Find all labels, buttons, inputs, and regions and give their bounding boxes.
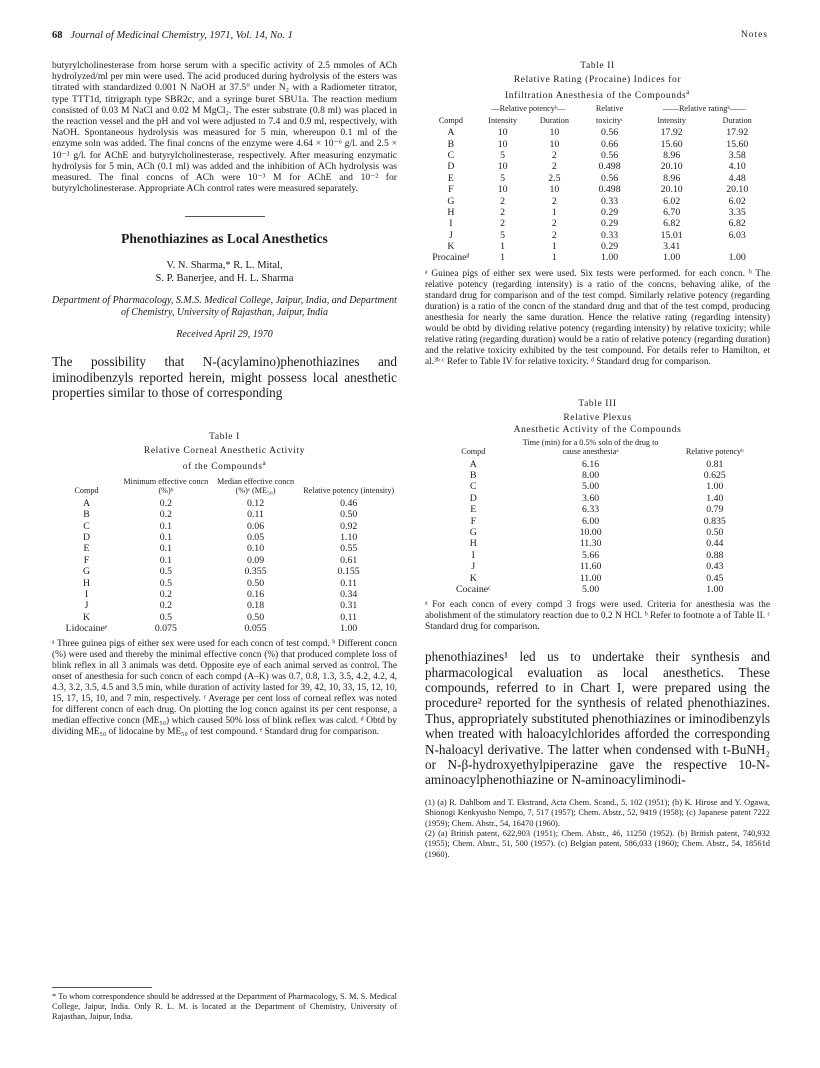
table-cell: 0.45 <box>706 572 724 584</box>
reference-1: (1) (a) R. Dahlbom and T. Ekstrand, Acta Chem. Scand., 5, 102 (1951); (b) K. Hirose and Y. Ogawa, Shionogi Kenkyusho Nempo, 7, 517 (1957); Chem. Abstr., 52, 9419 (1958); (c) Japanese patent 7222 (1959); Chem. Abstr., 54, 16470 (1960). <box>425 797 770 828</box>
table-cell: 0.44 <box>706 538 724 550</box>
table-2-title-line-2: Infiltration Anesthesia of the Compounds <box>505 91 687 102</box>
table-cell: 2 <box>551 218 557 230</box>
table-cell: 0.12 <box>246 497 265 509</box>
table-row <box>425 252 770 265</box>
table-cell: 1.00 <box>728 252 746 264</box>
table-cell: 6.33 <box>582 504 600 516</box>
table-cell: 1.00 <box>600 252 619 264</box>
table-row <box>425 458 770 469</box>
table-3-footnote: ᵃ For each concn of every compd 3 frogs were used. Criteria for anesthesia was the abolishment of the stimulatory reaction due to 0.2 N HCl. ᵇ Refer to footnote a of Table II. ᶜ Standard drug for comparison. <box>425 600 770 633</box>
table-cell: 10 <box>549 127 560 139</box>
table-cell: 2 <box>551 149 557 161</box>
table-cell: 0.1 <box>159 543 172 555</box>
table-cell: 0.92 <box>340 520 358 532</box>
table-cell: B <box>470 470 477 482</box>
table-cell: 6.02 <box>663 195 681 207</box>
table-cell: 0.81 <box>706 458 724 470</box>
table-cell: 4.10 <box>728 161 746 173</box>
table-1-header-cell: Compd <box>74 486 99 496</box>
table-cell: F <box>83 554 90 566</box>
table-cell: 0.46 <box>340 497 358 509</box>
table-cell: 0.29 <box>600 241 619 253</box>
table-cell: 5.66 <box>582 549 600 561</box>
table-cell: 10 <box>497 138 508 150</box>
table-cell: G <box>82 566 91 578</box>
table-1-title-sup: a <box>262 458 267 467</box>
table-cell: 15.01 <box>660 229 683 241</box>
table-row <box>425 241 770 252</box>
table-cell: 0.56 <box>600 127 619 139</box>
table-3-header-cell: Compd <box>461 447 486 457</box>
table-cell: 0.29 <box>600 206 619 218</box>
table-cell: 1 <box>500 241 506 253</box>
table-cell: E <box>447 172 454 184</box>
table-2-title-sup: a <box>686 88 690 96</box>
table-2-title-line-2-wrap <box>425 86 770 102</box>
article-title: Phenothiazines as Local Anesthetics <box>121 231 328 247</box>
table-1 <box>52 431 397 739</box>
table-1-header-cell: Minimum effective concn (%)ᵇ <box>123 476 209 496</box>
table-cell: 0.05 <box>246 531 265 543</box>
table-cell: 0.155 <box>337 566 360 578</box>
table-cell: 10 <box>497 127 508 139</box>
table-cell: 1.00 <box>663 252 681 264</box>
table-cell: 1.40 <box>706 492 724 504</box>
table-row <box>425 207 770 218</box>
table-cell: D <box>447 161 455 173</box>
table-cell: 1 <box>551 206 557 218</box>
affiliation: Department of Pharmacology, S.M.S. Medical College, Jaipur, India, and Department of Chemistry, University of Rajasthan, Jaipur, India <box>52 295 397 319</box>
table-row <box>52 498 397 509</box>
table-3-header-cell: Time (min) for a 0.5% soln of the drug to cause anesthesiaᵃ <box>522 437 659 457</box>
table-2-header-cell: Intensity <box>488 115 517 125</box>
table-cell: 0.2 <box>159 497 172 509</box>
table-row <box>425 150 770 161</box>
table-cell: 0.625 <box>703 470 726 482</box>
table-cell: C <box>447 149 455 161</box>
table-cell: 2.5 <box>548 172 561 184</box>
table-row <box>425 195 770 206</box>
table-1-title-line-1: Relative Corneal Anesthetic Activity <box>143 445 306 456</box>
table-row <box>425 527 770 538</box>
table-row <box>425 504 770 515</box>
table-row <box>425 184 770 195</box>
table-cell: 6.16 <box>582 458 600 470</box>
table-3-title-line-2: Anesthetic Activity of the Compounds <box>513 424 682 435</box>
table-cell: 0.5 <box>159 577 172 589</box>
table-cell: 2 <box>500 206 506 218</box>
table-2-header-cell: Compd <box>438 115 463 125</box>
table-cell: J <box>448 229 453 241</box>
table-row <box>52 600 397 611</box>
table-cell: K <box>447 241 455 253</box>
table-3 <box>425 398 770 634</box>
table-cell: H <box>469 538 477 550</box>
table-2-header-cell: Duration <box>539 115 569 125</box>
table-cell: 2 <box>551 229 557 241</box>
table-row <box>425 138 770 149</box>
table-cell: 10 <box>497 184 508 196</box>
table-cell: 5.00 <box>582 583 600 595</box>
table-cell: 0.66 <box>600 138 619 150</box>
table-row <box>425 218 770 229</box>
left-column <box>52 60 397 1021</box>
table-cell: 1.00 <box>706 583 724 595</box>
separator-rule <box>185 216 265 217</box>
table-row <box>52 612 397 623</box>
received-date: Received April 29, 1970 <box>176 329 273 341</box>
table-1-footnote: ᵃ Three guinea pigs of either sex were used for each concn of test compd. ᵇ Different concn (%) were used and thereby the minimal effective concn (%) that produced complete loss of blink reflex in all 3 animals was detd. Opposite eye of each animal served as control. The onset of anesthesia for such concn of each compd (A–K) was 0.7, 0.8, 1.3, 3.5, 4.2, 4.2, 4, 4.3, 3.2, 3.5, 4.5 and 3.5 min, while duration of activity lasted for 39, 42, 10, 33, 15, 12, 10, 15, 17, 15, 10, and 7 min, respectively. ᶜ Average per cent loss of corneal reflex was noted for different concn of each drug. On plotting the log concn against its per cent response, a median effective concn (ME₅₀) which caused 50% loss of blink reflex was calcd. ᵈ Obtd by dividing ME₅₀ of lidocaine by ME₅₀ of test compound. ᵉ Standard drug for comparison. <box>52 639 397 738</box>
table-cell: 20.10 <box>660 161 683 173</box>
table-cell: J <box>471 561 476 573</box>
table-cell: 5 <box>500 149 506 161</box>
footnote-rule <box>52 987 152 988</box>
correspondence-note <box>52 987 397 1022</box>
table-cell: 6.82 <box>663 218 681 230</box>
section-label: Notes <box>740 30 768 40</box>
table-1-title-line-2: of the Compounds <box>182 461 263 472</box>
table-cell: 6.70 <box>663 206 681 218</box>
table-row <box>425 173 770 184</box>
table-cell: 0.1 <box>159 520 172 532</box>
table-cell: A <box>447 127 455 139</box>
table-cell: 0.2 <box>159 509 172 521</box>
table-cell: G <box>469 527 477 538</box>
table-cell: 5 <box>500 229 506 241</box>
table-cell: 5 <box>500 172 506 184</box>
right-column <box>425 60 770 860</box>
table-row <box>425 561 770 572</box>
table-cell: 11.00 <box>579 572 602 584</box>
table-cell: 0.09 <box>246 554 265 566</box>
table-cell: 3.60 <box>582 492 600 504</box>
table-cell: 10 <box>549 184 560 196</box>
table-cell: 2 <box>551 161 557 173</box>
page-number: 68 <box>52 30 63 41</box>
table-cell: F <box>448 184 454 196</box>
table-cell: 2 <box>500 195 506 207</box>
table-row <box>52 509 397 520</box>
table-cell: 1.10 <box>340 531 358 543</box>
table-cell: 0.55 <box>340 543 358 555</box>
table-cell: I <box>471 549 475 561</box>
table-cell: 0.355 <box>244 566 267 578</box>
table-cell: 0.50 <box>246 611 265 623</box>
table-row <box>425 538 770 549</box>
table-cell: K <box>82 611 91 623</box>
reference-2: (2) (a) British patent, 622,903 (1951); Chem. Abstr., 46, 11250 (1952). (b) British patent, 740,932 (1955); Chem. Abstr., 51, 500 (1957). (c) Belgian patent, 586,033 (1960); Chem. Abstr., 54, 18561d (1960). <box>425 829 770 859</box>
table-cell: E <box>83 543 90 555</box>
table-cell: 11.30 <box>579 538 602 550</box>
table-1-number: Table I <box>209 431 240 442</box>
table-cell: 6.02 <box>728 195 746 207</box>
table-cell: 6.82 <box>728 218 746 230</box>
table-3-header-cell: Relative potencyᵇ <box>685 447 744 457</box>
authors-line-1: V. N. Sharma,* R. L. Mital, <box>166 260 283 272</box>
table-cell: K <box>469 572 477 584</box>
table-cell <box>704 241 770 252</box>
table-cell: 0.1 <box>159 531 172 543</box>
table-cell: 0.43 <box>706 561 724 573</box>
table-3-title-line-1: Relative Plexus <box>563 412 632 423</box>
table-2-footnote: ᵃ Guinea pigs of either sex were used. Six tests were performed. for each concn. ᵇ The relative potency (regarding intensity) is a ratio of the concns, behaving alike, of the standard drug for comparison and of the test compd. Similarly relative potency (regarding duration) is a ratio of the concn of the standard drug and that of the test compd, producing anesthesia for nearly the same duration. Hence the relative rating (regarding intensity) would be obtd by dividing relative potency (regarding intensity) by relative toxicity; while relative rating (regarding duration) would be a ratio of relative potency (regarding duration) and the relative toxicity exhibited by the test compound. For details refer to Hamilton, et al.³ᵇ ᶜ Refer to Table IV for relative toxicity. ᵈ Standard drug for comparison. <box>425 268 770 367</box>
table-cell: 0.33 <box>600 195 619 207</box>
table-cell: 3.41 <box>663 241 681 253</box>
table-cell: 1.00 <box>340 623 358 635</box>
table-cell: 0.50 <box>340 509 358 521</box>
table-row <box>425 572 770 583</box>
table-2-header-cell: Intensity <box>657 115 686 125</box>
table-cell: 5.00 <box>582 481 600 493</box>
table-cell: 0.075 <box>154 623 177 635</box>
table-cell: H <box>447 206 455 218</box>
table-cell: Procaineᵈ <box>432 252 470 264</box>
table-row <box>425 493 770 504</box>
table-cell: 1.00 <box>706 481 724 493</box>
table-cell: G <box>447 195 455 207</box>
table-2-number: Table II <box>580 61 615 71</box>
table-row <box>52 555 397 566</box>
table-2-title-line-1: Relative Rating (Procaine) Indices for <box>513 75 682 85</box>
table-cell: Cocaineᶜ <box>455 583 491 595</box>
table-cell: 15.60 <box>660 138 683 150</box>
author-list <box>52 259 397 285</box>
table-cell: 10 <box>497 161 508 173</box>
table-cell: 0.498 <box>598 161 621 173</box>
table-cell: 0.06 <box>246 520 265 532</box>
table-cell: 0.18 <box>246 600 265 612</box>
table-cell: 3.58 <box>728 149 746 161</box>
table-cell: 0.5 <box>159 566 172 578</box>
table-cell: 2 <box>551 195 557 207</box>
table-cell: 15.60 <box>726 138 749 150</box>
table-cell: 0.1 <box>159 554 172 566</box>
table-row <box>52 577 397 588</box>
table-3-number: Table III <box>578 398 617 409</box>
table-2-group-relative: Relative <box>595 104 624 114</box>
table-cell: 0.2 <box>159 588 172 600</box>
table-row <box>52 520 397 531</box>
table-cell: I <box>84 588 89 600</box>
table-row <box>52 589 397 600</box>
authors-line-2: S. P. Banerjee, and H. L. Sharma <box>155 273 294 285</box>
table-cell: A <box>469 458 477 470</box>
table-cell: 10.00 <box>579 527 602 538</box>
table-cell: 0.2 <box>159 600 172 612</box>
references <box>425 798 770 860</box>
table-3-grid <box>425 438 770 598</box>
table-2-group-potency: —Relative potencyᵇ— <box>491 104 566 114</box>
table-cell: 6.03 <box>728 229 746 241</box>
table-cell: J <box>84 600 89 612</box>
table-cell: 17.92 <box>660 127 683 139</box>
table-cell: 4.48 <box>728 172 746 184</box>
table-row <box>52 543 397 554</box>
table-2-header-cell: Duration <box>722 115 752 125</box>
table-cell: 8.96 <box>663 172 681 184</box>
table-cell: 0.50 <box>706 527 724 538</box>
table-cell: 0.34 <box>340 588 358 600</box>
table-cell: 8.96 <box>663 149 681 161</box>
table-cell: A <box>82 497 91 509</box>
table-cell: 0.31 <box>340 600 358 612</box>
table-cell: 0.50 <box>246 577 265 589</box>
table-row <box>425 515 770 526</box>
table-cell: 0.11 <box>340 611 358 623</box>
table-row <box>425 470 770 481</box>
table-cell: 0.33 <box>600 229 619 241</box>
table-row <box>425 161 770 172</box>
table-cell: 8.00 <box>582 470 600 482</box>
intro-paragraph: butyrylcholinesterase from horse serum with a specific activity of 2.5 mmoles of ACh hydrolyzed/ml per min were used. The acid produced during hydrolysis of the esters was titrated with standardized 0.001 N NaOH at 37.5° under N₂ with a Radiometer titrator, type TTT1d, titrigraph type SBR2c, and a syringe buret SBU1a. The reaction medium consisted of 0.03 M NaCl and 0.02 M MgCl₂. The ester substrate (0.8 ml) was placed in the reaction vessel and the pH and vol were adjusted to 7.4 and 0.9 ml, respectively, with NaOH. Spontaneous hydrolysis was measured for 5 min, whereupon 0.1 ml of the enzyme soln was added. The final concns of the enzyme were 4.64 × 10⁻⁶ g/l. and 2.5 × 10⁻³ g/l. for AChE and butyrylcholinesterase, respectively. After measuring enzymatic hydrolysis for 5 min, ACh (0.1 ml) was added and the inhibition of ACh hydrolysis was measured. The final concns of ACh were 10⁻³ M for AChE and 10⁻² for butyrylcholinesterase. Appropriate ACh control rates were measured separately. <box>52 60 397 195</box>
journal-citation: Journal of Medicinal Chemistry, 1971, Vol. 14, No. 1 <box>70 30 293 41</box>
table-cell: F <box>470 515 477 527</box>
table-1-header-cell: Relative potency (intensity) <box>303 486 395 496</box>
table-row <box>52 623 397 636</box>
table-cell: 1 <box>551 252 557 264</box>
table-cell: 17.92 <box>726 127 749 139</box>
table-cell: 2 <box>500 218 506 230</box>
table-cell: 6.00 <box>582 515 600 527</box>
table-cell: 11.60 <box>579 561 602 573</box>
table-cell: 0.29 <box>600 218 619 230</box>
table-cell: 20.10 <box>660 184 683 196</box>
correspondence-text: * To whom correspondence should be addressed at the Department of Pharmacology, S. M. S. Medical College, Jaipur, India. Only R. L. M. is located at the Department of Chemistry, University of Rajasthan, Jaipur, India. <box>52 992 397 1021</box>
table-cell: C <box>470 481 477 493</box>
table-2-grid <box>425 104 770 266</box>
table-row <box>52 566 397 577</box>
table-2-group-rating: ——Relative ratingᵇ—— <box>662 104 747 114</box>
continuation-paragraph: phenothiazines¹ led us to undertake their synthesis and pharmacological evaluation as local anesthetics. These compounds, referred to in Chart I, were prepared using the procedure² reported for the synthesis of related phenothiazines. Thus, appropriately substituted phenothiazines or iminodibenzyls when treated with haloacylchlorides afforded the corresponding N-haloacyl derivative. The latter when condensed with t-BuNH₂ or N-β-hydroxyethylpiperazine gave the respective 10-N-aminoacylphenothiazine or N-aminoacyliminodi- <box>425 649 771 788</box>
table-cell: I <box>449 218 453 230</box>
table-cell: 0.61 <box>340 554 358 566</box>
table-row <box>425 127 770 138</box>
table-cell: Lidocaineᵉ <box>65 623 108 635</box>
table-row <box>425 584 770 597</box>
table-1-title-line-2-wrap <box>52 457 397 473</box>
table-cell: 3.35 <box>728 206 746 218</box>
table-cell: 0.11 <box>340 577 358 589</box>
table-cell: E <box>470 504 477 516</box>
running-header <box>52 30 768 41</box>
table-cell: 1 <box>551 241 557 253</box>
table-row <box>52 532 397 543</box>
table-cell: 1 <box>500 252 506 264</box>
table-cell: 0.79 <box>706 504 724 516</box>
table-cell: D <box>469 492 477 504</box>
table-cell: 0.498 <box>598 184 621 196</box>
table-cell: 0.11 <box>247 509 264 521</box>
table-cell: B <box>83 509 90 521</box>
table-1-grid <box>52 477 397 637</box>
table-cell: 0.5 <box>159 611 172 623</box>
table-cell: 0.56 <box>600 149 619 161</box>
table-cell: H <box>82 577 91 589</box>
lead-paragraph: The possibility that N-(acylamino)phenothiazines and iminodibenzyls reported herein, might possess local anesthetic properties similar to those of corresponding <box>52 354 397 401</box>
table-2 <box>425 60 770 368</box>
table-cell: 0.56 <box>600 172 619 184</box>
table-cell: 0.835 <box>703 515 726 527</box>
table-2-header-cell: toxicityᶜ <box>596 115 624 125</box>
table-cell: 20.10 <box>726 184 749 196</box>
table-cell: C <box>83 520 90 532</box>
table-cell: 0.10 <box>246 543 265 555</box>
table-cell: 10 <box>549 138 560 150</box>
table-row <box>425 550 770 561</box>
table-1-header-cell: Median effective concn (%)ᶜ (ME₅₀) <box>216 476 295 496</box>
table-cell: 0.055 <box>244 623 267 635</box>
table-cell: 0.16 <box>246 588 265 600</box>
table-row <box>425 481 770 492</box>
table-cell: B <box>447 138 455 150</box>
table-cell: 0.88 <box>706 549 724 561</box>
table-cell: D <box>82 531 91 543</box>
table-row <box>425 229 770 240</box>
